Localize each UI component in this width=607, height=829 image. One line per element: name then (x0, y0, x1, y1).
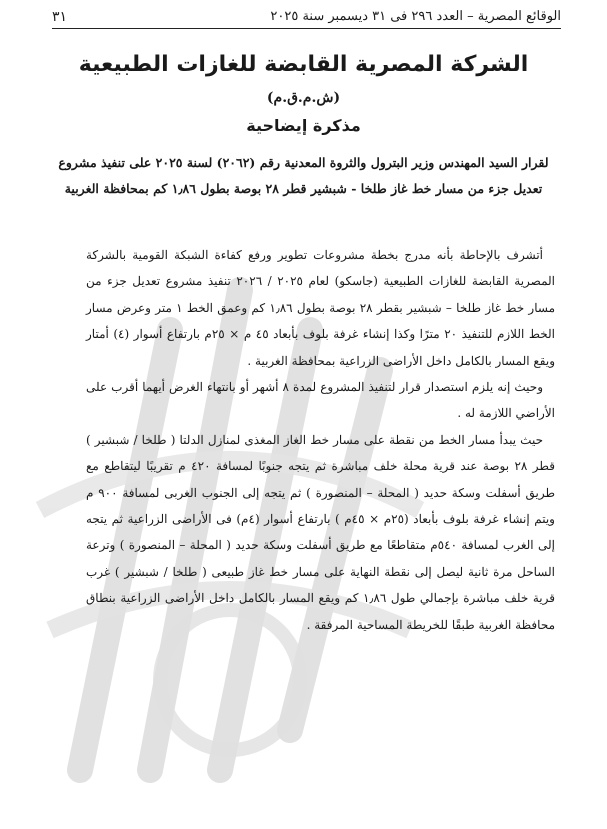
paragraph-decision: وحيث إنه يلزم استصدار قرار لتنفيذ المشروع لمدة ٨ أشهر أو بانتهاء الغرض أيهما أقرب على الأراضي اللازمة له . (86, 380, 555, 421)
memo-heading: مذكرة إيضاحية (246, 116, 361, 135)
publication-header: الوقائع المصرية – العدد ٢٩٦ فى ٣١ ديسمبر سنة ٢٠٢٥ (270, 9, 561, 24)
paragraph-plan: أتشرف بالإحاطة بأنه مدرج بخطة مشروعات تطوير ورفع كفاءة الشبكة القومية بالشركة المصرية القابضة للغازات الطبيعية (جاسكو) لعام ٢٠٢٥ / ٢٠٢٦ تنفيذ مشروع تعديل جزء من مسار خط غاز طلخا – شبشير بقطر ٢٨ بوصة بطول ١٫٨٦ كم وعمق الخط ١ متر وعرض مسار الخط اللازم للتنفيذ ٢٠ مترًا وكذا إنشاء غرفة بلوف بأبعاد ٤٥ م × ٢٥م بارتفاع أسوار (٤) أمتار ويقع المسار بالكامل داخل الأراضى الزراعية بمحافظة الغربية . (86, 248, 556, 368)
page-header (52, 6, 561, 29)
paragraph-route: حيث يبدأ مسار الخط من نقطة على مسار خط الغاز المغذى لمنازل الدلتا ( طلخا / شبشير ) قطر ٢٨ بوصة عند قرية محلة خلف مباشرة ثم يتجه جنوبًا لمسافة ٤٢٠ م تقريبًا ليتقاطع مع طريق أسفلت وسكة حديد ( المحلة – المنصورة ) ثم يتجه إلى الجنوب الغربى لمسافة ٩٠٠ م ويتم إنشاء غرفة بلوف بأبعاد (٢٥م × ٤٥م ) بارتفاع أسوار (٤م) فى الأراضى الزراعية ثم يتجه إلى الغرب لمسافة ٥٤٠م متقاطعًا مع طريق أسفلت وسكة حديد ( المحلة – المنصورة ) وترعة الساحل مرة ثانية ليصل إلى نقطة النهاية على مسار خط غاز طبيعى ( طلخا / شبشير ) غرب قرية خلف مباشرة بإجمالي طول ١٫٨٦ كم ويقع المسار بالكامل داخل الأراضى الزراعية بنطاق محافظة الغربية طبقًا للخريطة المساحية المرفقة . (86, 432, 556, 632)
decree-subtitle: لقرار السيد المهندس وزير البترول والثروة المعدنية رقم (٢٠٦٢) لسنة ٢٠٢٥ على تنفيذ مشروع تعديل جزء من مسار خط غاز طلخا - شبشير قطر ٢٨ بوصة بطول ١٫٨٦ كم بمحافظة الغربية (58, 155, 549, 196)
company-abbreviation: (ش.م.ق.م) (266, 90, 341, 106)
page-number: ٣١ (52, 9, 68, 25)
company-name-heading: الشركة المصرية القابضة للغازات الطبيعية (78, 52, 529, 77)
memo-body (86, 242, 555, 638)
